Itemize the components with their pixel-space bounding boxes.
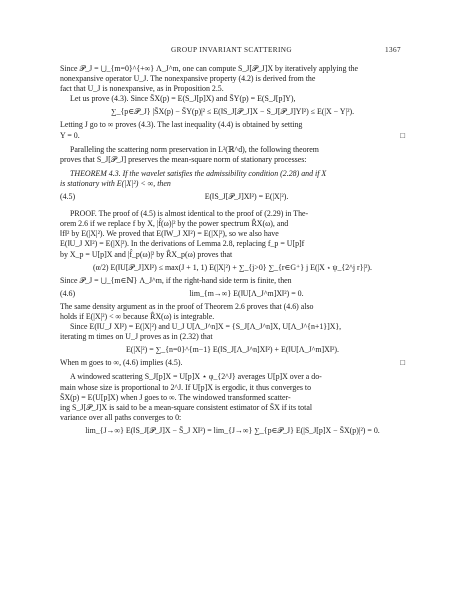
equation-body: lim_{m→∞} E(‖U[Λ_J^m]X‖²) = 0. [189,288,304,298]
body-line: A windowed scattering S_J[p]X = U[p]X ⋆ φ_{2^J} averages U[p]X over a do- [70,372,322,382]
theorem-line: is stationary with E(|X|²) < ∞, then [60,178,171,188]
running-title: GROUP INVARIANT SCATTERING [171,46,292,54]
body-line: Let us prove (4.3). Since S̄X(p) = E(S_J[p]X) and S̄Y(p) = E(S_J[p]Y), [70,94,296,104]
numbered-equation [60,289,405,299]
proof-line: Since E(‖U_J X‖²) = E(|X|²) and U_J U[Λ_J^n]X = {S_J[Λ_J^n]X, U[Λ_J^{n+1}]X}, [70,322,342,332]
body-line: S̄X(p) = E(U[p]X) when J goes to ∞. The windowed transformed scatter- [60,392,291,402]
body-line: Paralleling the scattering norm preservation in L²(ℝ^d), the following theorem [70,144,319,154]
equation-body: E(‖S_J[𝒫_J]X‖²) = E(|X|²). [204,192,289,202]
proof-line: PROOF. The proof of (4.5) is almost identical to the proof of (2.29) in The- [70,209,309,219]
proof-line: The same density argument as in the proof of Theorem 2.6 proves that (4.6) also [60,301,314,311]
proof-line: iterating m times on U_J proves as in (2.32) that [60,332,213,342]
equation-number: (4.6) [60,288,76,298]
body-line: ing S_J[𝒫_J]X is said to be a mean-square consistent estimator of S̄X if its total [60,402,313,412]
display-equation: (α/2) E(‖U[𝒫_J]X‖²) ≤ max(J + 1, 1) E(|X|²) + ∑_{j>0} ∑_{r∈G⁺} j E(|X ⋆ ψ_{2^j r}|²). [93,262,372,272]
page-number: 1367 [385,46,401,54]
proof-line: ‖f‖² by E(|X|²). We proved that E(‖W_J X‖²) = E(|X|²), so we also have [60,229,279,239]
proof-line: When m goes to ∞, (4.6) implies (4.5). □ [60,358,405,368]
proof-line: E(‖U_J X‖²) = E(|X|²). In the derivations of Lemma 2.8, replacing f_p = U[p]f [60,239,305,249]
body-line: fact that U_J is nonexpansive, as in Proposition 2.5. [60,84,224,94]
page-body [60,64,405,439]
numbered-equation [60,192,405,202]
theorem-line: THEOREM 4.3. If the wavelet satisfies the admissibility condition (2.28) and if X [70,168,327,178]
qed-symbol: □ [400,358,405,368]
display-equation: E(|X|²) = ∑_{n=0}^{m−1} E(‖S_J[Λ_J^n]X‖²) + E(‖U[Λ_J^m]X‖²). [125,345,340,355]
running-header [0,46,463,58]
proof-line: holds if E(|X|²) < ∞ because R̂X(ω) is integrable. [60,311,215,321]
body-line: nonexpansive operator U_J. The nonexpansive property (4.2) is derived from the [60,74,316,84]
proof-line: by X_p = U[p]X and |f̂_p(ω)|² by R̂X_p(ω) proves that [60,249,233,259]
body-line: proves that S_J[𝒫_J] preserves the mean-square norm of stationary processes: [60,154,307,164]
proof-line: orem 2.6 if we replace f by X, |f̂(ω)|² by the power spectrum R̂X(ω), and [60,219,289,229]
proof-line: Since 𝒫_J = ⋃_{m∈ℕ} Λ_J^m, if the right-hand side term is finite, then [60,275,292,285]
body-line: Letting J go to ∞ proves (4.3). The last inequality (4.4) is obtained by setting [60,120,303,130]
display-equation: lim_{J→∞} E(‖S_J[𝒫_J]X − S̄_J X‖²) = lim_{J→∞} ∑_{p∈𝒫_J} E(|S_J[p]X − S̄X(p)|²) = 0. [85,425,380,435]
body-line: main whose size is proportional to 2^J. If U[p]X is ergodic, it thus converges to [60,382,312,392]
display-equation: ∑_{p∈𝒫_J} |S̄X(p) − S̄Y(p)|² ≤ E(‖S_J[𝒫_J]X − S_J[𝒫_J]Y‖²) ≤ E(|X − Y|²). [110,107,355,117]
body-line: Since 𝒫_J = ⋃_{m=0}^{+∞} Λ_J^m, one can compute S_J[𝒫_J]X by iteratively applying the [60,64,359,73]
qed-symbol: □ [400,130,405,140]
body-line: Y = 0. □ [60,130,405,140]
body-line: variance over all paths converges to 0: [60,412,182,422]
equation-number: (4.5) [60,192,76,202]
